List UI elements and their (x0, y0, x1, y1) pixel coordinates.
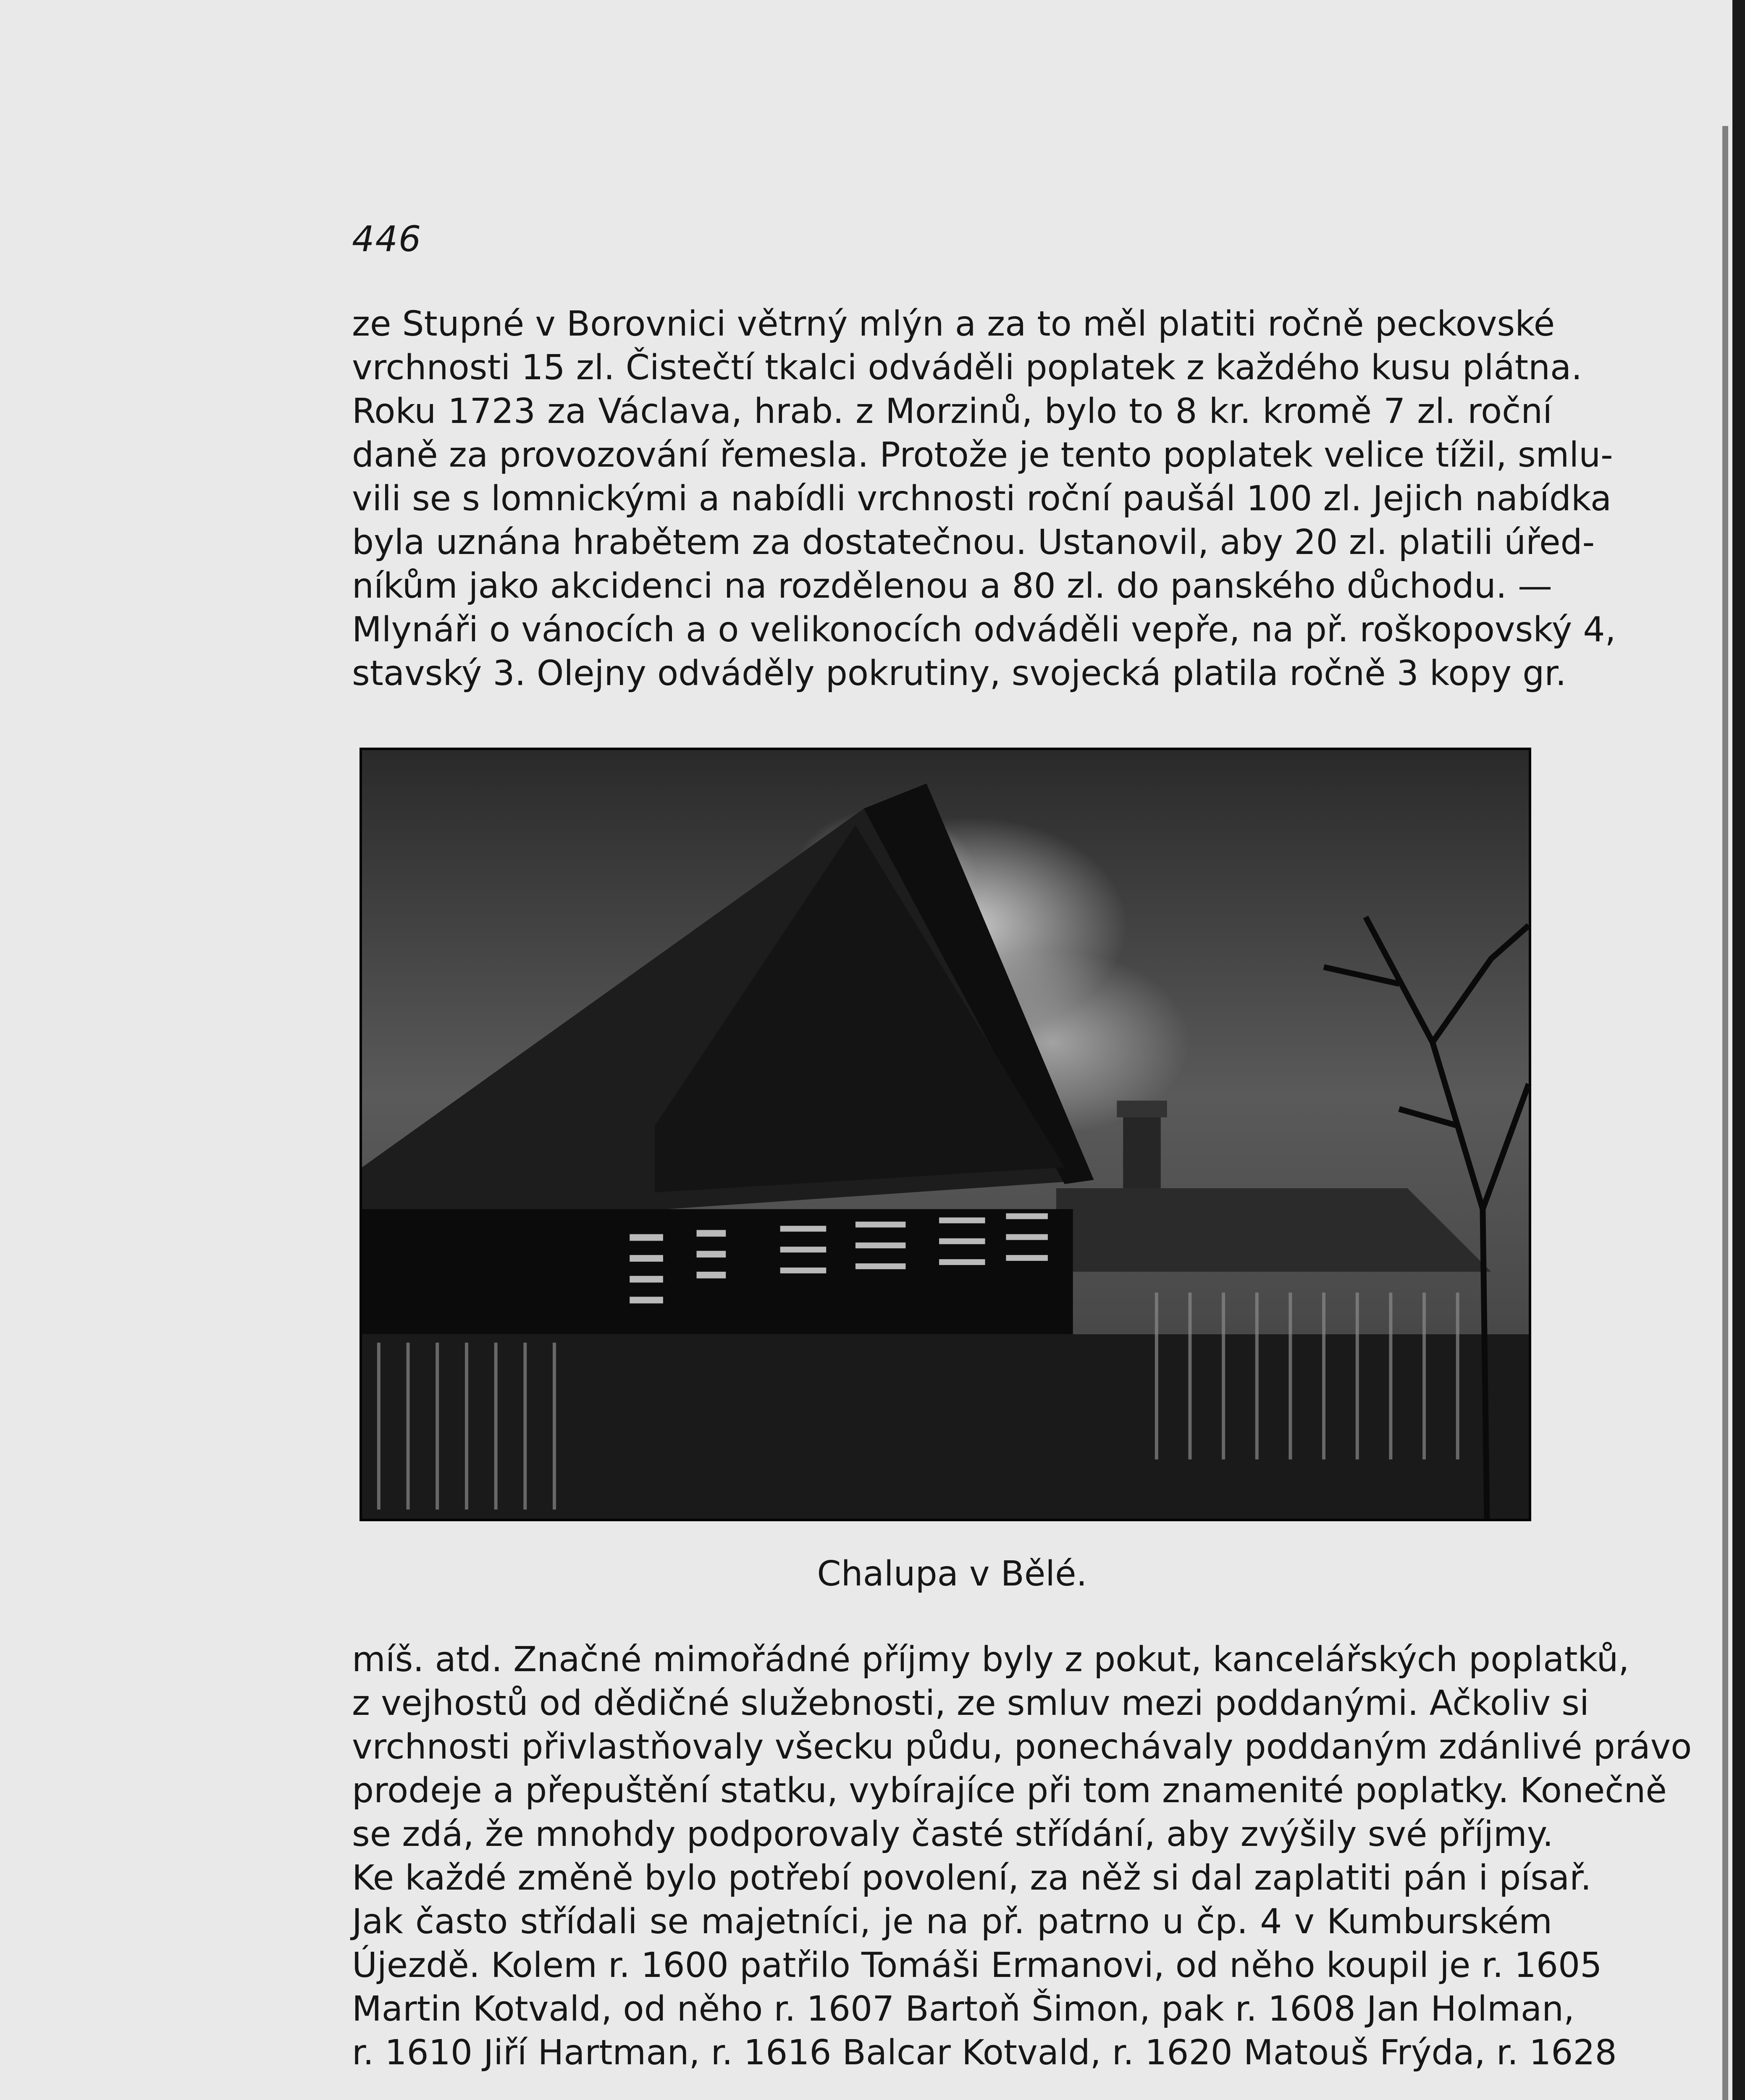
text-line: daně za provozování řemesla. Protože je tento poplatek velice tížil, smlu- (352, 435, 1613, 475)
text-line: Jak často střídali se majetníci, je na př. patrno u čp. 4 v Kumburském (352, 1902, 1552, 1942)
text-line: Roku 1723 za Václava, hrab. z Morzinů, bylo to 8 kr. kromě 7 zl. roční (352, 391, 1552, 431)
page-number: 446 (352, 218, 422, 260)
paragraph-bottom (352, 1638, 1692, 2075)
text-line: vrchnosti 15 zl. Čistečtí tkalci odváděli poplatek z každého kusu plátna. (352, 348, 1582, 388)
text-line: vili se s lomnickými a nabídli vrchnosti roční paušál 100 zl. Jejich nabídka (352, 479, 1612, 519)
text-line: vrchnosti přivlastňovaly všecku půdu, ponechávaly poddaným zdánlivé právo (352, 1727, 1692, 1767)
text-line: Mlynáři o vánocích a o velikonocích odváděli vepře, na př. roškopovský 4, (352, 610, 1616, 650)
text-line: Újezdě. Kolem r. 1600 patřilo Tomáši Ermanovi, od něho koupil je r. 1605 (352, 1945, 1602, 1985)
text-line: Martin Kotvald, od něho r. 1607 Bartoň Šimon, pak r. 1608 Jan Holman, (352, 1989, 1575, 2029)
text-line: míš. atd. Značné mimořádné příjmy byly z pokut, kancelářských poplatků, (352, 1640, 1630, 1680)
paragraph-top (352, 302, 1616, 696)
photo-cottage (359, 748, 1531, 1521)
text-line: z vejhostů od dědičné služebnosti, ze smluv mezi poddanými. Ačkoliv si (352, 1683, 1589, 1723)
text-line: prodeje a přepuštění statku, vybírajíce při tom znamenité poplatky. Konečně (352, 1771, 1667, 1811)
page-edge-shadow (1732, 0, 1745, 2100)
text-line: Ke každé změně bylo potřebí povolení, za něž si dal zaplatiti pán i písař. (352, 1858, 1592, 1898)
text-line: stavský 3. Olejny odváděly pokrutiny, svojecká platila ročně 3 kopy gr. (352, 654, 1567, 693)
text-line: r. 1610 Jiří Hartman, r. 1616 Balcar Kotvald, r. 1620 Matouš Frýda, r. 1628 (352, 2033, 1617, 2073)
text-line: byla uznána hrabětem za dostatečnou. Ustanovil, aby 20 zl. platili úřed- (352, 522, 1595, 562)
page-edge-shadow-inner (1722, 126, 1728, 2100)
text-line: níkům jako akcidenci na rozdělenou a 80 zl. do panského důchodu. — (352, 566, 1552, 606)
text-line: se zdá, že mnohdy podporovaly časté střídání, aby zvýšily své příjmy. (352, 1814, 1553, 1854)
text-line: ze Stupné v Borovnici větrný mlýn a za to měl platiti ročně peckovské (352, 304, 1555, 344)
figure-caption: Chalupa v Bělé. (817, 1554, 1087, 1594)
photo-cottage-illustration (362, 750, 1529, 1519)
